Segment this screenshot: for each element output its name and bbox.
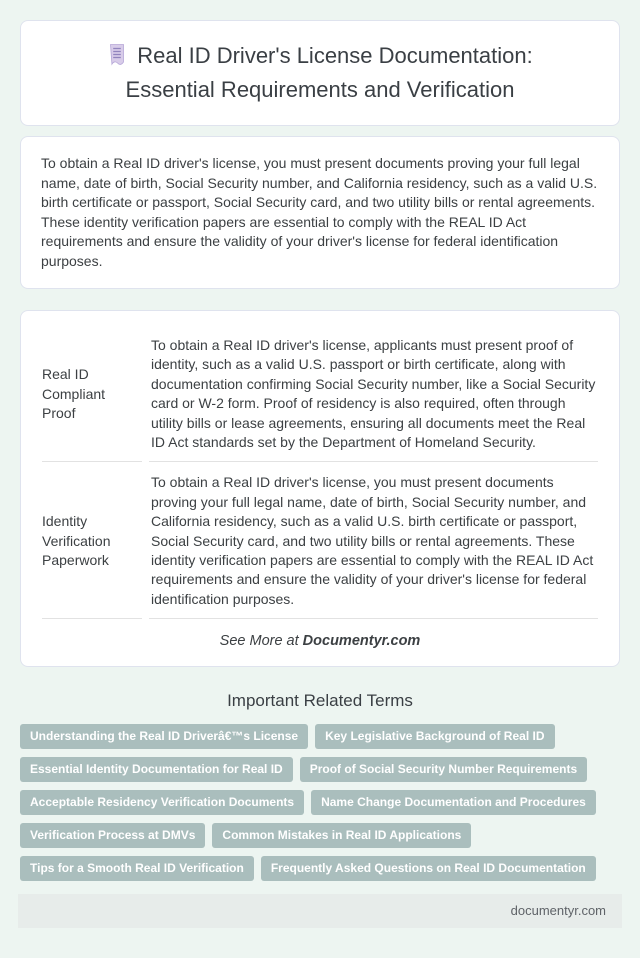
- intro-card: [20, 136, 620, 289]
- related-term-tag[interactable]: Tips for a Smooth Real ID Verification: [20, 856, 254, 881]
- tag-row: [20, 757, 620, 782]
- page-title-line1: Real ID Driver's License Documentation:: [137, 43, 533, 68]
- page-title: [49, 41, 591, 105]
- term-cell: Real ID Compliant Proof: [42, 325, 142, 462]
- related-term-tag[interactable]: Frequently Asked Questions on Real ID Documentation: [261, 856, 596, 881]
- intro-paragraph: To obtain a Real ID driver's license, you must present documents proving your full legal name, date of birth, Social Security number, and California residency, such as a valid U.S. birth certificate or passport, Social Security card, and two utility bills or rental agreements. These identity verification papers are essential to comply with the REAL ID Act requirements and ensure the validity of your driver's license for federal identification purposes.: [41, 155, 598, 269]
- site-footer: [18, 894, 622, 928]
- footer-site-label: documentyr.com: [510, 903, 606, 919]
- see-more-line: [35, 633, 605, 649]
- definition-table-card: [20, 310, 620, 667]
- description-cell: To obtain a Real ID driver's license, you must present documents proving your full legal name, date of birth, Social Security number, and California residency, such as a valid U.S. birth certificate or passport, Social Security card, and two utility bills or rental agreements. These identity verification papers are essential to comply with the REAL ID Act requirements and ensure the validity of your driver's license for federal identification purposes.: [149, 462, 598, 619]
- page-title-line2: Essential Requirements and Verification: [125, 77, 515, 102]
- related-term-tag[interactable]: Key Legislative Background of Real ID: [315, 724, 554, 749]
- term-cell: Identity Verification Paperwork: [42, 462, 142, 619]
- related-term-tag[interactable]: Name Change Documentation and Procedures: [311, 790, 596, 815]
- related-term-tag[interactable]: Acceptable Residency Verification Documents: [20, 790, 304, 815]
- definition-table: [35, 325, 605, 619]
- tag-row: [20, 724, 620, 749]
- related-term-tag[interactable]: Essential Identity Documentation for Real ID: [20, 757, 293, 782]
- related-terms-heading: Important Related Terms: [227, 691, 413, 711]
- tag-row: [20, 856, 620, 881]
- related-term-tag[interactable]: Understanding the Real ID Driverâ€™s License: [20, 724, 308, 749]
- title-card: [20, 20, 620, 126]
- related-term-tag[interactable]: Verification Process at DMVs: [20, 823, 205, 848]
- see-more-site-link[interactable]: Documentyr.com: [302, 633, 421, 650]
- description-cell: To obtain a Real ID driver's license, applicants must present proof of identity, such as a valid U.S. passport or birth certificate, along with documentation confirming Social Security number, like a Social Security card or W-2 form. Proof of residency is also required, often through utility bills or lease agreements, ensuring all documents meet the Real ID Act standards set by the Department of Homeland Security.: [149, 325, 598, 462]
- tag-row: [20, 790, 620, 815]
- related-term-tag[interactable]: Common Mistakes in Real ID Applications: [212, 823, 471, 848]
- tag-row: [20, 823, 620, 848]
- receipt-icon: [107, 43, 127, 75]
- related-terms-list: [20, 724, 620, 881]
- table-row: [42, 462, 598, 619]
- related-term-tag[interactable]: Proof of Social Security Number Requirements: [300, 757, 587, 782]
- table-row: [42, 325, 598, 462]
- footer-spacer: [0, 928, 640, 958]
- see-more-prefix: See More at: [219, 633, 303, 650]
